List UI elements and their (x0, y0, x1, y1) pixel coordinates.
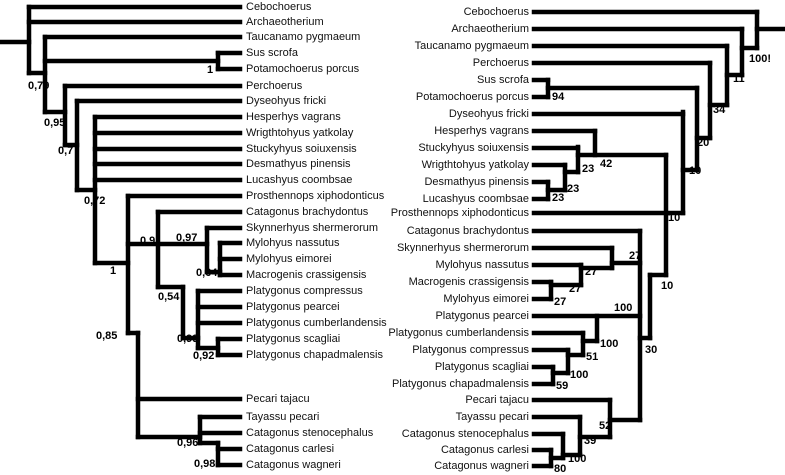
taxon-label: Potamochoerus porcus (415, 91, 529, 103)
support-value-label: 0,79 (28, 80, 50, 92)
taxon-label: Catagonus wagneri (246, 459, 341, 471)
support-value-label: 0,72 (84, 195, 106, 207)
taxon-label: Mylohyus nassutus (435, 259, 529, 271)
support-value-label: 100 (570, 369, 589, 381)
support-value-label: 0,92 (193, 350, 215, 362)
taxon-label: Skynnerhyus shermerorum (396, 242, 529, 254)
taxon-label: Platygonus scagliai (246, 333, 341, 345)
support-value-label: 1 (207, 64, 214, 76)
taxon-label: Stuckyhyus soiuxensis (418, 142, 529, 154)
support-value-label: 0,95 (44, 117, 66, 129)
support-value-label: 42 (600, 158, 613, 170)
right-parsimony-tree (388, 6, 785, 475)
support-value-label: 0,91 (140, 235, 162, 247)
taxon-label: Platygonus pearcei (246, 301, 340, 313)
taxon-label: Cebochoerus (463, 6, 529, 18)
taxon-label: Cebochoerus (246, 1, 312, 13)
support-value-label: 0,96 (177, 437, 199, 449)
taxon-label: Desmathyus pinensis (424, 176, 529, 188)
support-value-label: 0,7 (58, 145, 74, 157)
taxon-label: Lucashyus coombsae (246, 174, 353, 186)
taxon-label: Platygonus chapadmalensis (246, 349, 383, 361)
support-value-label: 1 (110, 265, 117, 277)
taxon-label: Mylohyus eimorei (246, 253, 332, 265)
support-value-label: 52 (599, 420, 612, 432)
support-value-label: 100! (749, 53, 772, 65)
taxon-label: Tayassu pecari (455, 411, 529, 423)
support-value-label: 11 (733, 73, 745, 85)
taxon-label: Platygonus cumberlandensis (246, 317, 387, 329)
taxon-label: Perchoerus (472, 57, 529, 69)
support-value-label: 30 (645, 344, 658, 356)
taxon-label: Platygonus cumberlandensis (388, 327, 529, 339)
left-bayesian-tree (0, 1, 387, 471)
support-value-label: 10 (689, 165, 702, 177)
taxon-label: Stuckyhyus soiuxensis (246, 143, 357, 155)
taxon-label: Catagonus carlesi (440, 444, 529, 456)
taxon-label: Catagonus carlesi (246, 443, 335, 455)
taxon-label: Archaeotherium (451, 23, 529, 35)
support-value-label: 20 (697, 137, 710, 149)
support-value-label: 10 (661, 280, 674, 292)
taxon-label: Tayassu pecari (246, 411, 320, 423)
taxon-label: Perchoerus (246, 80, 303, 92)
taxon-label: Wrigthtohyus yatkolay (246, 127, 354, 139)
support-value-label: 23 (552, 192, 565, 204)
taxon-label: Dyseohyus fricki (246, 95, 327, 107)
taxon-label: Macrogenis crassigensis (408, 276, 529, 288)
support-value-label: 0,85 (96, 330, 118, 342)
support-value-label: 27 (585, 266, 598, 278)
taxon-label: Pecari tajacu (465, 394, 529, 406)
taxon-label: Mylohyus eimorei (443, 293, 529, 305)
taxon-label: Catagonus wagneri (434, 460, 529, 472)
taxon-label: Prosthennops xiphodonticus (246, 190, 385, 202)
taxon-label: Hesperhys vagrans (246, 111, 341, 123)
support-value-label: 0,99 (177, 333, 199, 345)
taxon-label: Platygonus pearcei (435, 310, 529, 322)
support-value-label: 23 (567, 183, 580, 195)
taxon-label: Catagonus brachydontus (406, 225, 529, 237)
taxon-label: Pecari tajacu (246, 393, 310, 405)
support-value-label: 27 (569, 283, 582, 295)
taxon-label: Dyseohyus fricki (448, 108, 529, 120)
taxon-label: Catagonus brachydontus (246, 206, 369, 218)
taxon-label: Lucashyus coombsae (422, 193, 529, 205)
taxon-label: Mylohyus nassutus (246, 237, 340, 249)
support-value-label: 94 (552, 91, 565, 103)
taxon-label: Prosthennops xiphodonticus (390, 207, 529, 219)
taxon-label: Platygonus compressus (246, 285, 363, 297)
support-value-label: 100 (568, 453, 587, 465)
taxon-label: Wrigthtohyus yatkolay (421, 159, 529, 171)
support-value-label: 100 (600, 338, 619, 350)
support-value-label: 0,54 (158, 291, 180, 303)
taxon-label: Skynnerhyus shermerorum (246, 222, 379, 234)
support-value-label: 100 (614, 302, 633, 314)
taxon-label: Platygonus chapadmalensis (392, 378, 529, 390)
support-value-label: 39 (584, 435, 597, 447)
taxon-label: Platygonus compressus (412, 344, 529, 356)
support-value-label: 0,97 (176, 232, 198, 244)
taxon-label: Hesperhys vagrans (434, 125, 529, 137)
taxon-label: Sus scrofa (246, 47, 298, 59)
taxon-label: Catagonus stenocephalus (246, 427, 374, 439)
support-value-label: 23 (582, 163, 595, 175)
taxon-label: Sus scrofa (477, 74, 529, 86)
support-value-label: 80 (554, 463, 567, 475)
support-value-label: 51 (586, 351, 599, 363)
support-value-label: 10 (668, 212, 681, 224)
taxon-label: Potamochoerus porcus (246, 63, 360, 75)
taxon-label: Taucanamo pygmaeum (246, 31, 361, 43)
support-value-label: 0,98 (194, 458, 216, 470)
support-value-label: 27 (554, 296, 567, 308)
support-value-label: 59 (556, 380, 569, 392)
support-value-label: 27 (629, 250, 642, 262)
taxon-label: Macrogenis crassigensis (246, 269, 367, 281)
taxon-label: Archaeotherium (246, 16, 324, 28)
taxon-label: Desmathyus pinensis (246, 158, 351, 170)
taxon-label: Platygonus scagliai (434, 361, 529, 373)
taxon-label: Taucanamo pygmaeum (414, 40, 529, 52)
taxon-label: Catagonus stenocephalus (401, 428, 529, 440)
support-value-label: 34 (713, 104, 726, 116)
support-value-label: 0,64 (196, 267, 218, 279)
